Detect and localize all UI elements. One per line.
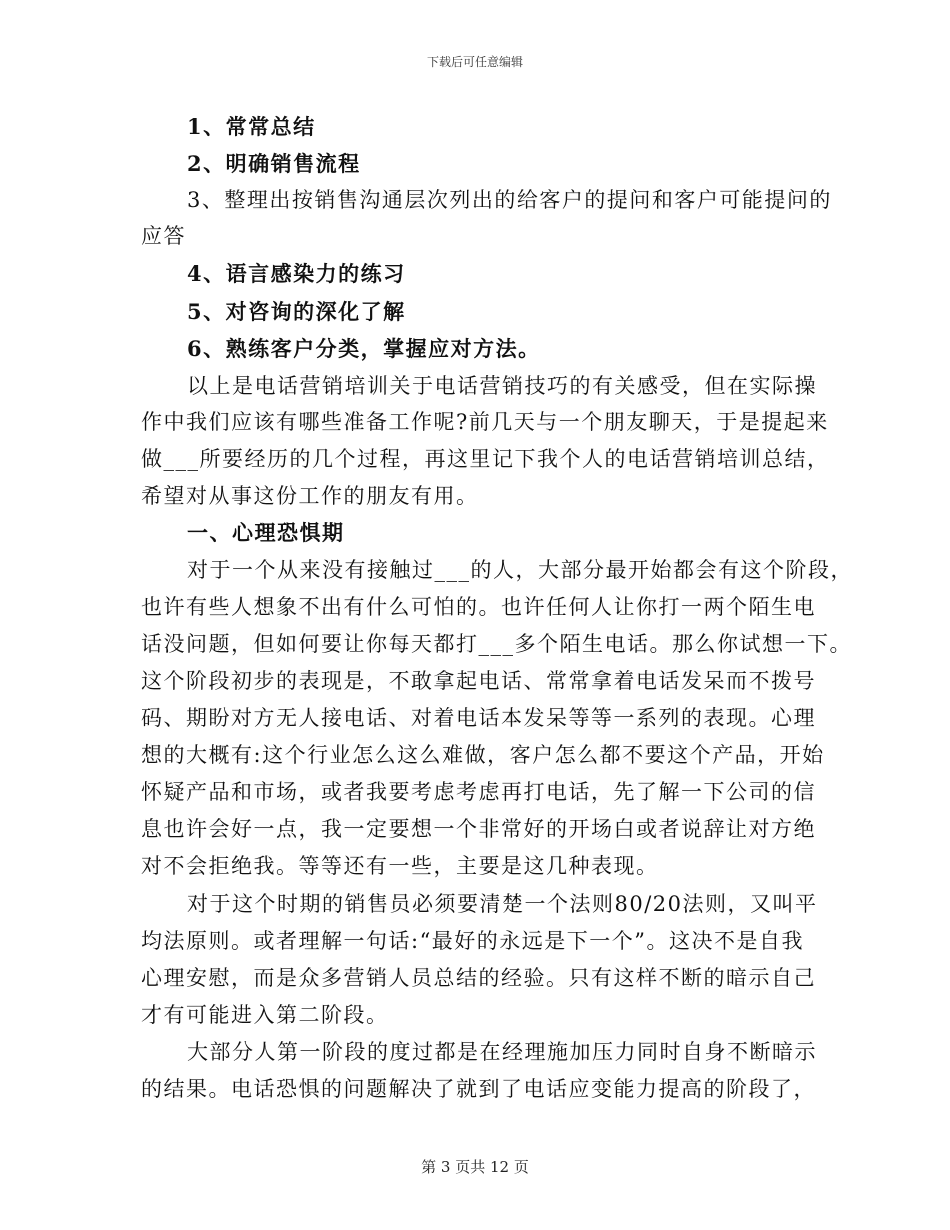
text-line: 希望对从事这份工作的朋友有用。	[141, 484, 479, 508]
list-item: 3、整理出按销售沟通层次列出的给客户的提问和客户可能提问的	[187, 188, 832, 212]
text-line: 应答	[141, 224, 186, 248]
text-line: 对不会拒绝我。等等还有一些，主要是这几种表现。	[141, 854, 659, 878]
text-line: 均法原则。或者理解一句话:“最好的永远是下一个”。这决不是自我	[141, 929, 805, 953]
text-line: 想的大概有:这个行业怎么这么难做，客户怎么都不要这个产品，开始	[141, 743, 825, 767]
list-item: 4、语言感染力的练习	[187, 261, 406, 286]
text-line: 大部分人第一阶段的度过都是在经理施加压力同时自身不断暗示	[187, 1040, 817, 1064]
text-line: 对于这个时期的销售员必须要清楚一个法则80/20法则，又叫平	[187, 892, 818, 916]
text-line: 码、期盼对方无人接电话、对着电话本发呆等等一系列的表现。心理	[141, 706, 816, 730]
text-line: 才有可能进入第二阶段。	[141, 1003, 389, 1027]
text-line: 做___所要经历的几个过程，再这里记下我个人的电话营销培训总结，	[141, 447, 830, 471]
text-line: 息也许会好一点，我一定要想一个非常好的开场白或者说辞让对方绝	[141, 817, 816, 841]
list-item: 1、常常总结	[187, 114, 316, 139]
text-line: 也许有些人想象不出有什么可怕的。也许任何人让你打一两个陌生电	[141, 595, 816, 619]
text-line: 作中我们应该有哪些准备工作呢?前几天与一个朋友聊天，于是提起来	[141, 410, 829, 434]
text-line: 的结果。电话恐惧的问题解决了就到了电话应变能力提高的阶段了，	[141, 1077, 816, 1101]
text-line: 心理安慰，而是众多营销人员总结的经验。只有这样不断的暗示自己	[141, 966, 816, 990]
list-item: 6、熟练客户分类，掌握应对方法。	[187, 336, 541, 361]
list-item: 5、对咨询的深化了解	[187, 299, 406, 324]
page-header: 下载后可任意编辑	[426, 55, 523, 69]
text-line: 以上是电话营销培训关于电话营销技巧的有关感受，但在实际操	[187, 374, 817, 398]
text-line: 话没问题，但如何要让你每天都打___多个陌生电话。那么你试想一下。	[141, 632, 852, 656]
text-line: 这个阶段初步的表现是，不敢拿起电话、常常拿着电话发呆而不拨号	[141, 669, 816, 693]
text-line: 怀疑产品和市场，或者我要考虑考虑再打电话，先了解一下公司的信	[141, 780, 816, 804]
page-footer: 第 3 页共 12 页	[421, 1158, 529, 1176]
section-heading: 一、心理恐惧期	[187, 520, 345, 545]
list-item: 2、明确销售流程	[187, 151, 361, 176]
text-line: 对于一个从来没有接触过___的人，大部分最开始都会有这个阶段，	[187, 558, 853, 582]
